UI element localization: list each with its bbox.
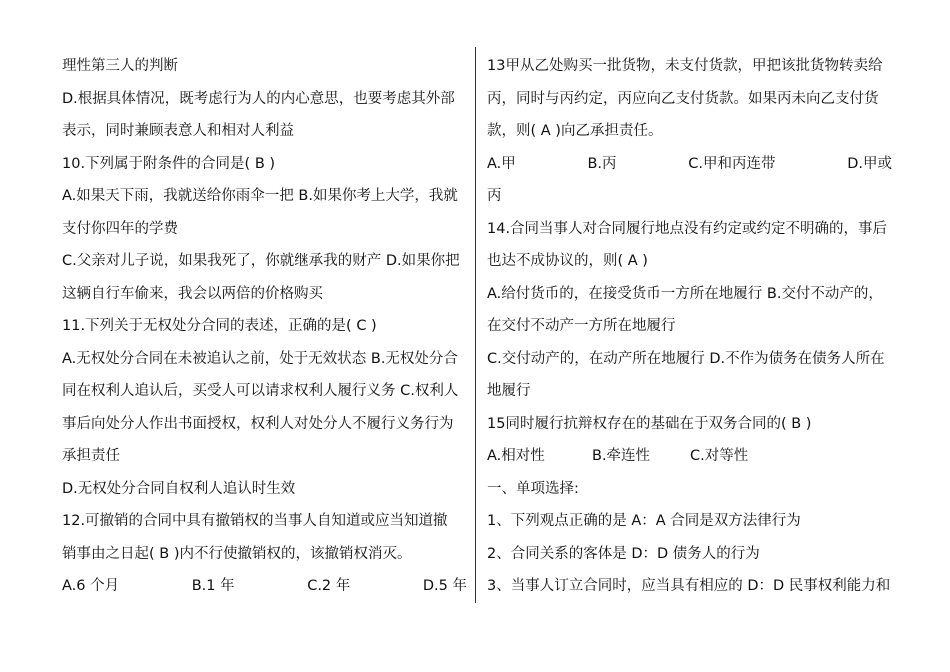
text-line: 3、当事人订立合同时，应当具有相应的 D：D 民事权利能力和 — [487, 578, 891, 594]
option-c: C.甲和丙连带 — [688, 155, 776, 172]
text-line: 在交付不动产一方所在地履行 — [487, 318, 676, 334]
text-line: C.交付动产的，在动产所在地履行 D.不作为债务在债务人所在 — [487, 350, 885, 367]
text-line: 支付你四年的学费 — [62, 220, 178, 237]
text-line: 这辆自行车偷来，我会以两倍的价格购买 — [62, 285, 323, 302]
question-11: 11.下列关于无权处分合同的表述，正确的是( C ) — [62, 318, 377, 334]
question-12-options — [62, 570, 467, 603]
text-line: 丙 — [487, 188, 502, 204]
option-c: C.2 年 — [307, 578, 351, 594]
text-line: 承担责任 — [62, 448, 120, 464]
text-line: C.父亲对儿子说，如果我死了，你就继承我的财产 D.如果你把 — [62, 253, 460, 269]
option-b: B.牵连性 — [592, 448, 651, 464]
option-d: D.5 年 — [422, 578, 467, 594]
text-line: D.无权处分合同自权利人追认时生效 — [62, 480, 296, 497]
column-divider — [475, 47, 476, 603]
option-d: D.甲或 — [847, 155, 892, 172]
option-b: B.丙 — [587, 155, 617, 172]
option-a: A.6 个月 — [62, 578, 120, 594]
question-13: 13甲从乙处购买一批货物，未支付货款，甲把该批货物转卖给 — [487, 58, 883, 74]
option-a: A.相对性 — [487, 448, 545, 464]
option-b: B.1 年 — [191, 578, 235, 594]
text-line: 地履行 — [487, 383, 531, 399]
question-13-options — [487, 148, 892, 181]
option-c: C.对等性 — [690, 448, 749, 464]
right-column — [487, 50, 892, 603]
text-line: 理性第三人的判断 — [62, 58, 178, 74]
text-line: D.根据具体情况，既考虑行为人的内心意思，也要考虑其外部 — [62, 90, 455, 107]
section-heading: 一、单项选择: — [487, 480, 579, 497]
text-line: 同在权利人追认后，买受人可以请求权利人履行义务 C.权利人 — [62, 383, 459, 399]
question-10: 10.下列属于附条件的合同是( B ) — [62, 155, 276, 172]
text-line: A.给付货币的，在接受货币一方所在地履行 B.交付不动产的， — [487, 285, 883, 302]
text-line: A.无权处分合同在未被追认之前，处于无效状态 B.无权处分合 — [62, 350, 458, 367]
text-line: 也达不成协议的，则( A ) — [487, 253, 648, 269]
text-line: 事后向处分人作出书面授权，权利人对处分人不履行义务行为 — [62, 415, 454, 432]
question-12: 12.可撤销的合同中具有撤销权的当事人自知道或应当知道撤 — [62, 513, 448, 529]
question-14: 14.合同当事人对合同履行地点没有约定或约定不明确的，事后 — [487, 220, 888, 237]
question-15: 15同时履行抗辩权存在的基础在于双务合同的( B ) — [487, 415, 812, 432]
option-a: A.甲 — [487, 155, 516, 172]
question-15-options — [487, 440, 892, 473]
text-line: 1、下列观点正确的是 A：A 合同是双方法律行为 — [487, 513, 801, 529]
text-line: 2、合同关系的客体是 D：D 债务人的行为 — [487, 545, 760, 562]
text-line: 销事由之日起( B )内不行使撤销权的，该撤销权消灭。 — [62, 545, 412, 562]
text-line: 表示，同时兼顾表意人和相对人利益 — [62, 123, 294, 139]
left-column — [62, 50, 467, 603]
text-line: A.如果天下雨，我就送给你雨伞一把 B.如果你考上大学，我就 — [62, 188, 458, 204]
text-line: 款，则( A )向乙承担责任。 — [487, 123, 663, 139]
text-line: 丙，同时与丙约定，丙应向乙支付货款。如果丙未向乙支付货 — [487, 90, 879, 107]
